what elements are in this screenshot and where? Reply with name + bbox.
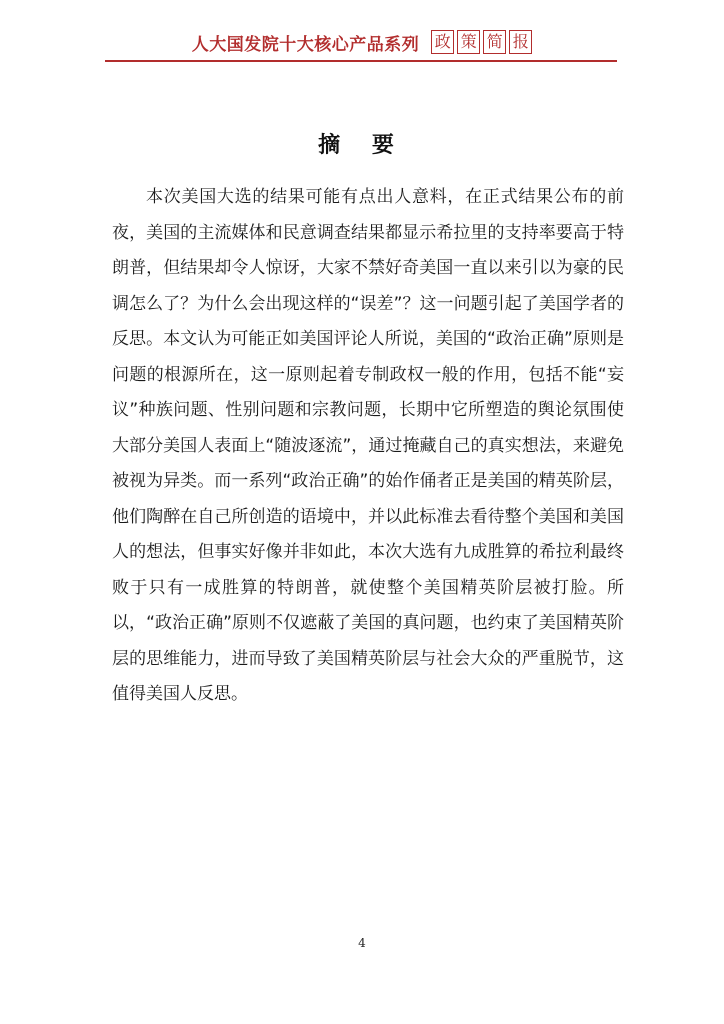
brief-char: 政 xyxy=(431,30,454,54)
brief-char: 报 xyxy=(509,30,532,54)
series-title: 人大国发院十大核心产品系列 xyxy=(191,34,420,55)
brief-char: 简 xyxy=(483,30,506,54)
abstract-paragraph: 本次美国大选的结果可能有点出人意料，在正式结果公布的前夜，美国的主流媒体和民意调查结果都显示希拉里的支持率要高于特朗普，但结果却令人惊讶，大家不禁好奇美国一直以来引以为豪的民调怎么了？为什么会出现这样的“误差”？这一问题引起了美国学者的反思。本文认为可能正如美国评论人所说，美国的“政治正确”原则是问题的根源所在，这一原则起着专制政权一般的作用，包括不能“妄议”种族问题、性别问题和宗教问题，长期中它所塑造的舆论氛围使大部分美国人表面上“随波逐流”，通过掩藏自己的真实想法，来避免被视为异类。而一系列“政治正确”的始作俑者正是美国的精英阶层，他们陶醉在自己所创造的语境中，并以此标准去看待整个美国和美国人的想法，但事实好像并非如此，本次大选有九成胜算的希拉利最终败于只有一成胜算的特朗普，就使整个美国精英阶层被打脸。所以，“政治正确”原则不仅遮蔽了美国的真问题，也约束了美国精英阶层的思维能力，进而导致了美国精英阶层与社会大众的严重脱节，这值得美国人反思。 xyxy=(112,187,624,704)
page-number: 4 xyxy=(358,936,366,950)
header-divider xyxy=(105,60,617,62)
page-header xyxy=(100,26,624,58)
section-title: 摘 要 xyxy=(318,132,406,158)
policy-brief-label xyxy=(431,30,532,54)
brief-char: 策 xyxy=(457,30,480,54)
